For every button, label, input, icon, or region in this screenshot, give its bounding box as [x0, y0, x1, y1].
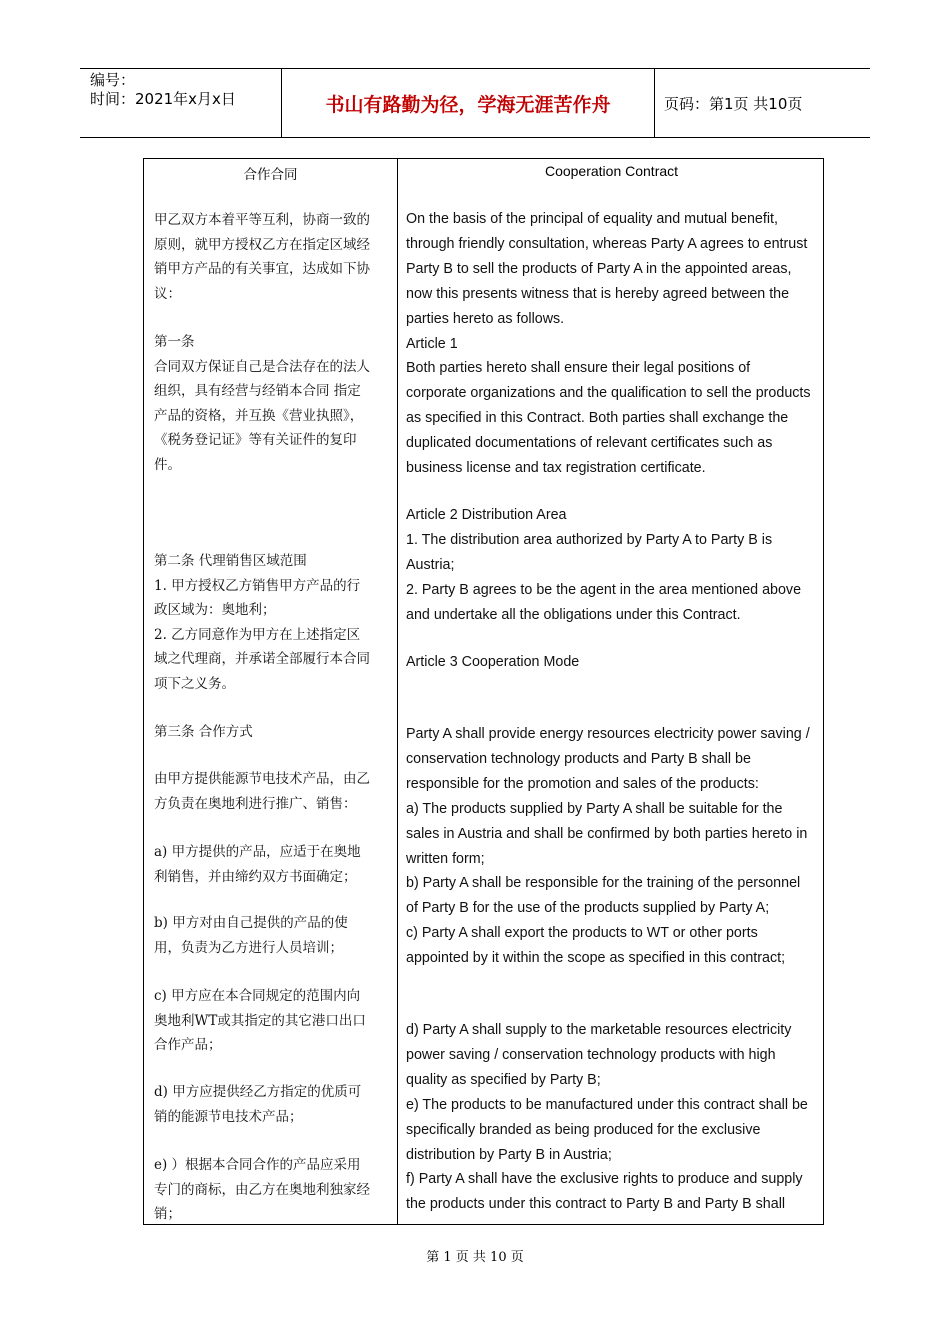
en-line: Article 1 [406, 335, 458, 352]
cn-line: 政区域为：奥地利； [154, 602, 276, 618]
cn-line: 第三条 合作方式 [154, 724, 253, 740]
cn-line: 第一条 [154, 334, 195, 350]
en-line: a) The products supplied by Party A shall be suitable for the [406, 800, 783, 817]
en-line: duplicated documentations of relevant certificates such as [406, 435, 773, 452]
cn-line: 产品的资格，并互换《营业执照》， [154, 407, 364, 424]
cn-line: 合同双方保证自己是合法存在的法人 [154, 358, 370, 375]
cn-block [154, 1080, 389, 1129]
cn-line: 奥地利WT或其指定的其它港口出口 [154, 1012, 366, 1029]
en-block [406, 1018, 821, 1217]
en-line: Party B to sell the products of Party A in the appointed areas, [406, 260, 792, 277]
cn-line: 第二条 代理销售区域范围 [154, 553, 307, 569]
en-line: the products under this contract to Party B and Party B shall [406, 1196, 786, 1213]
en-line: of Party B for the use of the products supplied by Party A; [406, 900, 770, 917]
header-left [90, 71, 236, 109]
en-line: written form; [406, 850, 485, 867]
cn-line: c) 甲方应在本合同规定的范围内向 [154, 988, 361, 1004]
cn-block [154, 720, 389, 745]
cn-block [154, 984, 389, 1058]
en-line: appointed by it within the scope as specified in this contract; [406, 950, 786, 967]
en-line: specifically branded as being produced for the exclusive [406, 1121, 761, 1138]
cn-line: 销； [154, 1206, 181, 1222]
en-line: power saving / conservation technology products with high [406, 1046, 776, 1063]
cn-line: 甲乙双方本着平等互利，协商一致的 [154, 212, 370, 228]
en-line: Both parties hereto shall ensure their legal positions of [406, 360, 751, 377]
title-english: Cooperation Contract [544, 163, 679, 179]
en-line: through friendly consultation, whereas Party A agrees to entrust [406, 235, 808, 252]
cn-line: 《税务登记证》等有关证件的复印 [154, 432, 357, 448]
cn-line: 1. 甲方授权乙方销售甲方产品的行 [154, 577, 361, 594]
en-block [406, 650, 821, 675]
en-line: responsible for the promotion and sales of the products: [406, 775, 759, 792]
cn-line: 方负责在奥地利进行推广、销售： [154, 795, 357, 812]
cn-line: b) 甲方对由自己提供的产品的使 [154, 915, 348, 931]
cn-line: 域之代理商，并承诺全部履行本合同 [154, 651, 370, 667]
en-line: Article 2 Distribution Area [406, 507, 567, 523]
title-chinese: 合作合同 [243, 167, 298, 183]
header-motto: 书山有路勤为径，学海无涯苦作舟 [325, 93, 611, 116]
cn-line: 销的能源节电技术产品； [154, 1108, 303, 1125]
en-line: d) Party A shall supply to the marketable resources electricity [406, 1022, 792, 1038]
en-line: as specified in this Contract. Both parties shall exchange the [406, 410, 789, 427]
number-label: 编号： [90, 71, 136, 89]
en-line: Article 3 Cooperation Mode [406, 654, 580, 670]
en-line: c) Party A shall export the products to WT or other ports [406, 925, 758, 942]
cn-line: 原则，就甲方授权乙方在指定区域经 [154, 236, 370, 253]
cn-block [154, 208, 389, 306]
cn-line: 用，负责为乙方进行人员培训； [154, 939, 343, 956]
en-block [406, 207, 821, 481]
cn-block [154, 911, 389, 960]
en-block [406, 722, 821, 971]
cn-line: 利销售，并由缔约双方书面确定； [154, 868, 357, 885]
cn-line: 合作产品； [154, 1037, 222, 1053]
date-line: 时间：2021年x月x日 [90, 90, 236, 108]
cn-line: d) 甲方应提供经乙方指定的优质可 [154, 1084, 362, 1100]
en-line: and undertake all the obligations under this Contract. [406, 606, 741, 623]
en-line: conservation technology products and Party B shall be [406, 750, 751, 767]
en-line: e) The products to be manufactured under this contract shall be [406, 1096, 808, 1113]
page-header [80, 68, 870, 138]
en-line: f) Party A shall have the exclusive rights to produce and supply [406, 1171, 803, 1188]
contract-table [143, 158, 824, 1225]
page-footer: 第 1 页 共 10 页 [426, 1250, 524, 1265]
en-line: quality as specified by Party B; [406, 1071, 601, 1088]
en-line: distribution by Party B in Austria; [406, 1146, 612, 1163]
en-line: parties hereto as follows. [406, 310, 565, 327]
cn-block [154, 549, 389, 696]
en-line: 2. Party B agrees to be the agent in the area mentioned above [406, 581, 802, 598]
en-line: b) Party A shall be responsible for the training of the personnel [406, 875, 801, 892]
cn-line: a) 甲方提供的产品，应适于在奥地 [154, 844, 361, 860]
cn-block [154, 767, 389, 816]
cn-line: 销甲方产品的有关事宜，达成如下协 [154, 261, 370, 277]
en-line: 1. The distribution area authorized by Party A to Party B is [406, 531, 773, 548]
cn-line: 项下之义务。 [154, 675, 235, 692]
en-line: On the basis of the principal of equality and mutual benefit, [406, 211, 778, 227]
cn-line: 件。 [154, 456, 181, 473]
cn-line: e) ）根据本合同合作的产品应采用 [154, 1157, 361, 1173]
cn-line: 2. 乙方同意作为甲方在上述指定区 [154, 626, 361, 643]
en-line: Austria; [406, 556, 455, 573]
cn-line: 议： [154, 285, 181, 302]
header-divider [654, 69, 655, 137]
cn-line: 由甲方提供能源节电技术产品，由乙 [154, 771, 370, 787]
en-line: now this presents witness that is hereby agreed between the [406, 285, 790, 302]
cn-line: 组织，具有经营与经销本合同 指定 [154, 383, 361, 399]
column-divider [397, 159, 398, 1224]
cn-line: 专门的商标，由乙方在奥地利独家经 [154, 1181, 370, 1198]
cn-block [154, 1153, 389, 1227]
cn-block [154, 840, 389, 889]
en-block [406, 503, 821, 628]
en-line: Party A shall provide energy resources electricity power saving / [406, 726, 810, 742]
en-line: corporate organizations and the qualification to sell the products [406, 385, 811, 402]
header-page-info: 页码：第1页 共10页 [664, 95, 803, 113]
cn-block [154, 330, 389, 477]
en-line: sales in Austria and shall be confirmed by both parties hereto in [406, 825, 808, 842]
en-line: business license and tax registration certificate. [406, 460, 706, 477]
